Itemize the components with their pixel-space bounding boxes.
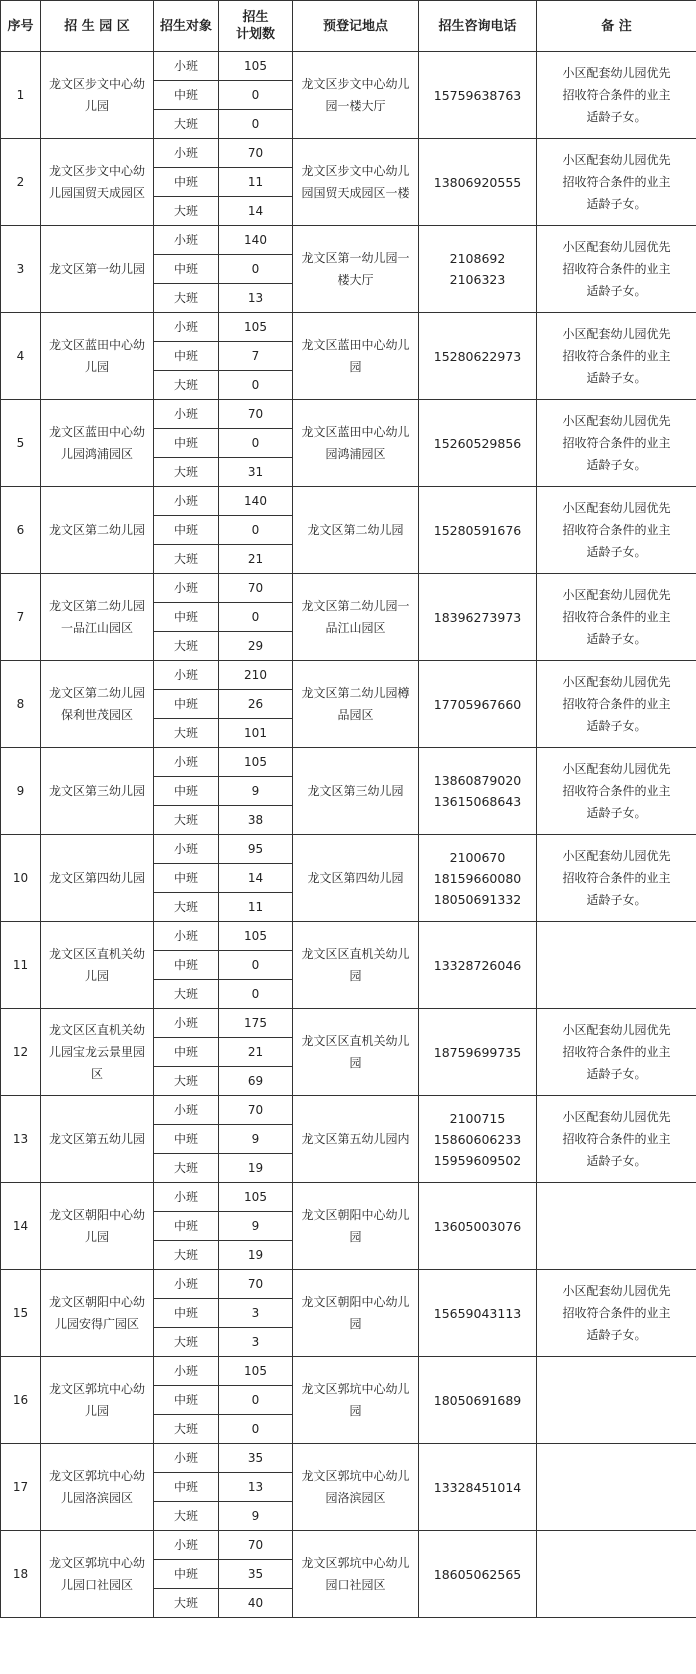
campus-name: 龙文区步文中心幼 儿园 <box>41 52 154 139</box>
consult-phone: 18050691689 <box>419 1357 537 1444</box>
class-type: 小班 <box>154 835 219 864</box>
class-type: 中班 <box>154 255 219 284</box>
class-type: 小班 <box>154 52 219 81</box>
row-number: 15 <box>1 1270 41 1357</box>
campus-name: 龙文区第三幼儿园 <box>41 748 154 835</box>
class-type: 大班 <box>154 1241 219 1270</box>
registration-location: 龙文区第一幼儿园一 楼大厅 <box>293 226 419 313</box>
row-number: 11 <box>1 922 41 1009</box>
remark <box>537 1357 696 1444</box>
plan-count: 31 <box>219 458 293 487</box>
plan-count: 40 <box>219 1589 293 1618</box>
table-row <box>1 400 696 429</box>
header-remarks: 备 注 <box>537 1 696 52</box>
class-type: 小班 <box>154 226 219 255</box>
row-number: 5 <box>1 400 41 487</box>
plan-count: 13 <box>219 1473 293 1502</box>
class-type: 小班 <box>154 1444 219 1473</box>
consult-phone: 15260529856 <box>419 400 537 487</box>
class-type: 大班 <box>154 719 219 748</box>
row-number: 18 <box>1 1531 41 1618</box>
class-type: 中班 <box>154 1299 219 1328</box>
class-type: 小班 <box>154 748 219 777</box>
plan-count: 3 <box>219 1299 293 1328</box>
plan-count: 0 <box>219 516 293 545</box>
row-number: 16 <box>1 1357 41 1444</box>
table-body <box>1 52 696 1618</box>
class-type: 中班 <box>154 690 219 719</box>
plan-count: 7 <box>219 342 293 371</box>
plan-count: 70 <box>219 1531 293 1560</box>
row-number: 6 <box>1 487 41 574</box>
class-type: 小班 <box>154 922 219 951</box>
consult-phone: 2100670 18159660080 18050691332 <box>419 835 537 922</box>
plan-count: 9 <box>219 1502 293 1531</box>
registration-location: 龙文区郭坑中心幼儿 园口社园区 <box>293 1531 419 1618</box>
class-type: 大班 <box>154 1502 219 1531</box>
row-number: 1 <box>1 52 41 139</box>
row-number: 4 <box>1 313 41 400</box>
plan-count: 21 <box>219 545 293 574</box>
class-type: 大班 <box>154 545 219 574</box>
header-campus: 招 生 园 区 <box>41 1 154 52</box>
class-type: 大班 <box>154 806 219 835</box>
campus-name: 龙文区郭坑中心幼 儿园口社园区 <box>41 1531 154 1618</box>
row-number: 17 <box>1 1444 41 1531</box>
campus-name: 龙文区区直机关幼 儿园 <box>41 922 154 1009</box>
plan-count: 70 <box>219 1096 293 1125</box>
class-type: 小班 <box>154 574 219 603</box>
plan-count: 95 <box>219 835 293 864</box>
class-type: 大班 <box>154 632 219 661</box>
class-type: 小班 <box>154 1009 219 1038</box>
plan-count: 0 <box>219 110 293 139</box>
remark: 小区配套幼儿园优先 招收符合条件的业主 适龄子女。 <box>537 835 696 922</box>
table-row <box>1 835 696 864</box>
plan-count: 14 <box>219 197 293 226</box>
class-type: 中班 <box>154 1212 219 1241</box>
registration-location: 龙文区第二幼儿园樽 品园区 <box>293 661 419 748</box>
campus-name: 龙文区第二幼儿园 <box>41 487 154 574</box>
campus-name: 龙文区蓝田中心幼 儿园鸿浦园区 <box>41 400 154 487</box>
plan-count: 70 <box>219 139 293 168</box>
row-number: 14 <box>1 1183 41 1270</box>
class-type: 中班 <box>154 1038 219 1067</box>
consult-phone: 18759699735 <box>419 1009 537 1096</box>
plan-count: 19 <box>219 1241 293 1270</box>
plan-count: 14 <box>219 864 293 893</box>
header-phone: 招生咨询电话 <box>419 1 537 52</box>
plan-count: 38 <box>219 806 293 835</box>
class-type: 中班 <box>154 951 219 980</box>
consult-phone: 15280591676 <box>419 487 537 574</box>
remark <box>537 922 696 1009</box>
plan-count: 11 <box>219 893 293 922</box>
consult-phone: 15659043113 <box>419 1270 537 1357</box>
class-type: 中班 <box>154 603 219 632</box>
table-row <box>1 1183 696 1212</box>
remark: 小区配套幼儿园优先 招收符合条件的业主 适龄子女。 <box>537 1096 696 1183</box>
class-type: 中班 <box>154 81 219 110</box>
remark: 小区配套幼儿园优先 招收符合条件的业主 适龄子女。 <box>537 313 696 400</box>
table-row <box>1 574 696 603</box>
campus-name: 龙文区第五幼儿园 <box>41 1096 154 1183</box>
plan-count: 105 <box>219 922 293 951</box>
class-type: 中班 <box>154 777 219 806</box>
registration-location: 龙文区郭坑中心幼儿 园 <box>293 1357 419 1444</box>
class-type: 大班 <box>154 1589 219 1618</box>
table-row <box>1 139 696 168</box>
plan-count: 101 <box>219 719 293 748</box>
class-type: 大班 <box>154 197 219 226</box>
class-type: 小班 <box>154 487 219 516</box>
table-row <box>1 487 696 516</box>
table-row <box>1 1096 696 1125</box>
class-type: 大班 <box>154 980 219 1009</box>
plan-count: 26 <box>219 690 293 719</box>
registration-location: 龙文区区直机关幼儿 园 <box>293 922 419 1009</box>
plan-count: 0 <box>219 980 293 1009</box>
plan-count: 105 <box>219 52 293 81</box>
plan-count: 35 <box>219 1560 293 1589</box>
table-row <box>1 1009 696 1038</box>
plan-count: 0 <box>219 255 293 284</box>
remark <box>537 1531 696 1618</box>
plan-count: 9 <box>219 1125 293 1154</box>
plan-count: 0 <box>219 429 293 458</box>
class-type: 大班 <box>154 893 219 922</box>
class-type: 小班 <box>154 1531 219 1560</box>
campus-name: 龙文区区直机关幼 儿园宝龙云景里园 区 <box>41 1009 154 1096</box>
plan-count: 70 <box>219 574 293 603</box>
campus-name: 龙文区第一幼儿园 <box>41 226 154 313</box>
registration-location: 龙文区第三幼儿园 <box>293 748 419 835</box>
remark: 小区配套幼儿园优先 招收符合条件的业主 适龄子女。 <box>537 661 696 748</box>
plan-count: 9 <box>219 1212 293 1241</box>
class-type: 中班 <box>154 342 219 371</box>
plan-count: 105 <box>219 748 293 777</box>
row-number: 10 <box>1 835 41 922</box>
class-type: 中班 <box>154 1386 219 1415</box>
class-type: 大班 <box>154 1154 219 1183</box>
consult-phone: 15759638763 <box>419 52 537 139</box>
campus-name: 龙文区蓝田中心幼 儿园 <box>41 313 154 400</box>
remark: 小区配套幼儿园优先 招收符合条件的业主 适龄子女。 <box>537 487 696 574</box>
class-type: 小班 <box>154 1357 219 1386</box>
class-type: 大班 <box>154 284 219 313</box>
registration-location: 龙文区区直机关幼儿 园 <box>293 1009 419 1096</box>
remark: 小区配套幼儿园优先 招收符合条件的业主 适龄子女。 <box>537 226 696 313</box>
class-type: 大班 <box>154 458 219 487</box>
registration-location: 龙文区第四幼儿园 <box>293 835 419 922</box>
registration-location: 龙文区郭坑中心幼儿 园洛滨园区 <box>293 1444 419 1531</box>
row-number: 7 <box>1 574 41 661</box>
campus-name: 龙文区第二幼儿园 保利世茂园区 <box>41 661 154 748</box>
class-type: 中班 <box>154 516 219 545</box>
plan-count: 0 <box>219 1415 293 1444</box>
table-row <box>1 52 696 81</box>
registration-location: 龙文区朝阳中心幼儿 园 <box>293 1270 419 1357</box>
plan-count: 21 <box>219 1038 293 1067</box>
plan-count: 0 <box>219 81 293 110</box>
consult-phone: 2108692 2106323 <box>419 226 537 313</box>
consult-phone: 13806920555 <box>419 139 537 226</box>
row-number: 9 <box>1 748 41 835</box>
plan-count: 105 <box>219 1183 293 1212</box>
consult-phone: 18605062565 <box>419 1531 537 1618</box>
registration-location: 龙文区朝阳中心幼儿 园 <box>293 1183 419 1270</box>
plan-count: 0 <box>219 1386 293 1415</box>
remark: 小区配套幼儿园优先 招收符合条件的业主 适龄子女。 <box>537 139 696 226</box>
plan-count: 175 <box>219 1009 293 1038</box>
row-number: 2 <box>1 139 41 226</box>
campus-name: 龙文区第四幼儿园 <box>41 835 154 922</box>
plan-count: 105 <box>219 313 293 342</box>
plan-count: 69 <box>219 1067 293 1096</box>
table-row <box>1 313 696 342</box>
class-type: 大班 <box>154 110 219 139</box>
plan-count: 13 <box>219 284 293 313</box>
registration-location: 龙文区步文中心幼儿 园国贸天成园区一楼 <box>293 139 419 226</box>
campus-name: 龙文区朝阳中心幼 儿园安得广园区 <box>41 1270 154 1357</box>
registration-location: 龙文区第二幼儿园一 品江山园区 <box>293 574 419 661</box>
class-type: 小班 <box>154 313 219 342</box>
campus-name: 龙文区朝阳中心幼 儿园 <box>41 1183 154 1270</box>
registration-location: 龙文区第二幼儿园 <box>293 487 419 574</box>
table-row <box>1 226 696 255</box>
consult-phone: 13328451014 <box>419 1444 537 1531</box>
plan-count: 210 <box>219 661 293 690</box>
plan-count: 105 <box>219 1357 293 1386</box>
class-type: 小班 <box>154 400 219 429</box>
table-row <box>1 1531 696 1560</box>
plan-count: 70 <box>219 1270 293 1299</box>
remark: 小区配套幼儿园优先 招收符合条件的业主 适龄子女。 <box>537 574 696 661</box>
registration-location: 龙文区蓝田中心幼儿 园 <box>293 313 419 400</box>
plan-count: 9 <box>219 777 293 806</box>
table-row <box>1 661 696 690</box>
class-type: 中班 <box>154 168 219 197</box>
plan-count: 11 <box>219 168 293 197</box>
consult-phone: 2100715 15860606233 15959609502 <box>419 1096 537 1183</box>
campus-name: 龙文区第二幼儿园 一品江山园区 <box>41 574 154 661</box>
plan-count: 70 <box>219 400 293 429</box>
row-number: 8 <box>1 661 41 748</box>
plan-count: 3 <box>219 1328 293 1357</box>
header-location: 预登记地点 <box>293 1 419 52</box>
registration-location: 龙文区步文中心幼儿 园一楼大厅 <box>293 52 419 139</box>
row-number: 13 <box>1 1096 41 1183</box>
remark: 小区配套幼儿园优先 招收符合条件的业主 适龄子女。 <box>537 1009 696 1096</box>
class-type: 中班 <box>154 1125 219 1154</box>
class-type: 小班 <box>154 661 219 690</box>
table-row <box>1 1444 696 1473</box>
consult-phone: 17705967660 <box>419 661 537 748</box>
class-type: 大班 <box>154 1415 219 1444</box>
class-type: 小班 <box>154 139 219 168</box>
registration-location: 龙文区蓝田中心幼儿 园鸿浦园区 <box>293 400 419 487</box>
registration-location: 龙文区第五幼儿园内 <box>293 1096 419 1183</box>
plan-count: 0 <box>219 603 293 632</box>
remark <box>537 1183 696 1270</box>
row-number: 3 <box>1 226 41 313</box>
campus-name: 龙文区郭坑中心幼 儿园 <box>41 1357 154 1444</box>
class-type: 大班 <box>154 1328 219 1357</box>
remark <box>537 1444 696 1531</box>
table-row <box>1 748 696 777</box>
class-type: 中班 <box>154 1473 219 1502</box>
remark: 小区配套幼儿园优先 招收符合条件的业主 适龄子女。 <box>537 1270 696 1357</box>
class-type: 小班 <box>154 1270 219 1299</box>
table-row <box>1 1357 696 1386</box>
campus-name: 龙文区步文中心幼 儿园国贸天成园区 <box>41 139 154 226</box>
consult-phone: 13328726046 <box>419 922 537 1009</box>
row-number: 12 <box>1 1009 41 1096</box>
header-plan: 招生 计划数 <box>219 1 293 52</box>
class-type: 小班 <box>154 1096 219 1125</box>
class-type: 小班 <box>154 1183 219 1212</box>
header-target: 招生对象 <box>154 1 219 52</box>
remark: 小区配套幼儿园优先 招收符合条件的业主 适龄子女。 <box>537 52 696 139</box>
consult-phone: 13860879020 13615068643 <box>419 748 537 835</box>
plan-count: 0 <box>219 951 293 980</box>
header-row <box>1 1 696 52</box>
plan-count: 35 <box>219 1444 293 1473</box>
plan-count: 140 <box>219 226 293 255</box>
header-seq: 序号 <box>1 1 41 52</box>
plan-count: 19 <box>219 1154 293 1183</box>
plan-count: 140 <box>219 487 293 516</box>
class-type: 中班 <box>154 864 219 893</box>
plan-count: 29 <box>219 632 293 661</box>
plan-count: 0 <box>219 371 293 400</box>
consult-phone: 15280622973 <box>419 313 537 400</box>
class-type: 中班 <box>154 429 219 458</box>
class-type: 大班 <box>154 1067 219 1096</box>
consult-phone: 18396273973 <box>419 574 537 661</box>
class-type: 中班 <box>154 1560 219 1589</box>
table-row <box>1 922 696 951</box>
class-type: 大班 <box>154 371 219 400</box>
remark: 小区配套幼儿园优先 招收符合条件的业主 适龄子女。 <box>537 400 696 487</box>
campus-name: 龙文区郭坑中心幼 儿园洛滨园区 <box>41 1444 154 1531</box>
remark: 小区配套幼儿园优先 招收符合条件的业主 适龄子女。 <box>537 748 696 835</box>
table-row <box>1 1270 696 1299</box>
consult-phone: 13605003076 <box>419 1183 537 1270</box>
